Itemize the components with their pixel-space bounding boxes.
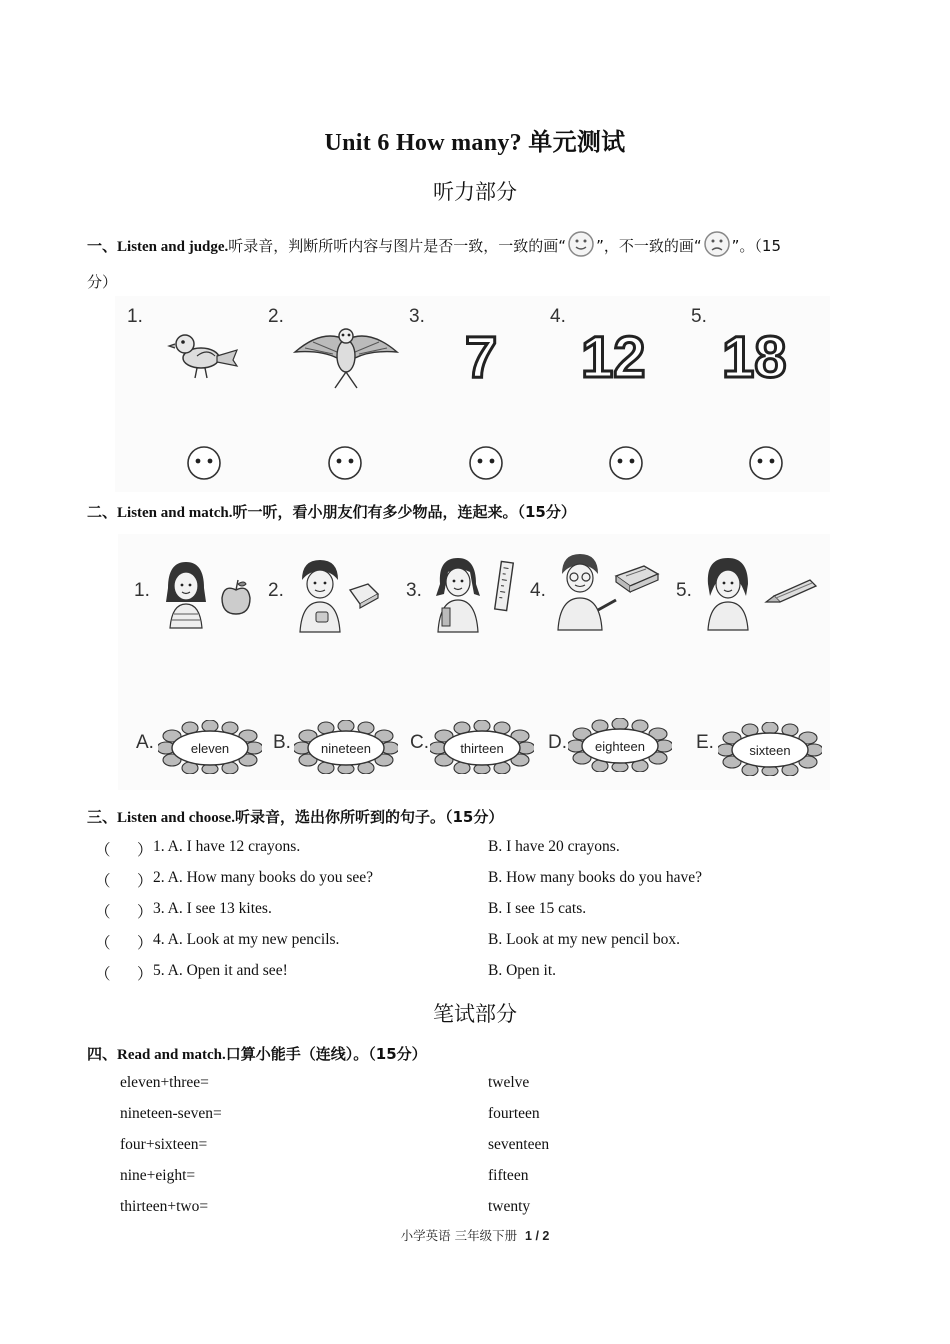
match-row (120, 1105, 820, 1131)
item-label: 2. (268, 306, 284, 327)
apple-icon (218, 578, 254, 618)
answer-face-icon[interactable] (467, 444, 505, 482)
page-number: 1 / 2 (525, 1229, 550, 1243)
smiley-face-icon (567, 230, 595, 263)
option-a: 2. A. How many books do you see? (153, 869, 373, 886)
book-icon (612, 560, 662, 594)
choice-row: （ ） 2. A. How many books do you see? B. How many books do you have? (95, 869, 702, 890)
answer-paren-open[interactable]: （ (95, 966, 111, 983)
pencil-icon (764, 576, 820, 604)
math-expression[interactable]: nineteen-seven= (120, 1105, 222, 1122)
option-b: B. Look at my new pencil box. (488, 931, 680, 948)
section4-heading: 四、Read and match.口算小能手（连线）。（15分） (87, 1045, 427, 1063)
math-expression[interactable]: thirteen+two= (120, 1198, 209, 1215)
listening-part-title: 听力部分 (433, 180, 517, 204)
section1-heading (87, 230, 877, 263)
option-b: B. I see 15 cats. (488, 900, 587, 917)
answer-word[interactable]: twelve (488, 1074, 530, 1091)
answer-face-icon[interactable] (747, 444, 785, 482)
choice-row: （ ） 3. A. I see 13 kites. B. I see 15 cats. (95, 900, 587, 921)
flower-nineteen[interactable] (294, 720, 398, 774)
flower-eleven[interactable] (158, 720, 262, 774)
answer-word[interactable]: seventeen (488, 1136, 550, 1153)
answer-paren-open[interactable]: （ (95, 904, 111, 921)
flower-word: nineteen (321, 741, 371, 756)
section2-picture-panel (118, 534, 830, 790)
choice-row: （ ） 4. A. Look at my new pencils. B. Look at my new pencil box. (95, 931, 680, 952)
math-expression[interactable]: four+sixteen= (120, 1136, 208, 1153)
match-row (120, 1136, 820, 1162)
section1-number: 一、 (87, 237, 118, 255)
kite-icon (293, 322, 399, 390)
answer-face-icon[interactable] (326, 444, 364, 482)
section1-score-tail: 分） (87, 273, 118, 291)
section2-heading: 二、Listen and match.听一听，看小朋友们有多少物品，连起来。（15分） (87, 503, 576, 521)
section1-cn-b: ”，不一致的画“ (596, 237, 702, 255)
section1-en: Listen and judge. (117, 239, 229, 255)
girl-with-bag-icon (430, 554, 488, 634)
section1-cn-c: ”。（15 (731, 237, 781, 255)
answer-word[interactable]: fifteen (488, 1167, 529, 1184)
option-a: 5. A. Open it and see! (153, 962, 288, 979)
flower-option-label: A. (136, 732, 154, 753)
kid-label: 4. (530, 580, 546, 601)
flower-sixteen[interactable] (718, 722, 822, 776)
flower-word: sixteen (749, 743, 791, 758)
kid-label: 3. (406, 580, 422, 601)
match-row (120, 1167, 820, 1193)
answer-paren-open[interactable]: （ (95, 873, 111, 890)
flower-option-label: D. (548, 732, 567, 753)
math-expression[interactable]: eleven+three= (120, 1074, 209, 1091)
number-eighteen: 18 (722, 325, 787, 390)
boy-icon (290, 558, 352, 634)
flower-eighteen[interactable] (568, 718, 672, 772)
section1-picture-panel (115, 296, 830, 492)
choice-row: （ ） 1. A. I have 12 crayons. B. I have 20 crayons. (95, 838, 620, 859)
flower-word: eighteen (595, 739, 645, 754)
eraser-icon (346, 580, 382, 610)
math-expression[interactable]: nine+eight= (120, 1167, 196, 1184)
section1-cn-a: 听录音，判断所听内容与图片是否一致，一致的画“ (228, 237, 567, 255)
flower-option-label: E. (696, 732, 714, 753)
option-a: 1. A. I have 12 crayons. (153, 838, 301, 855)
item-label: 4. (550, 306, 566, 327)
kid-label: 2. (268, 580, 284, 601)
match-row (120, 1074, 820, 1100)
option-b: B. How many books do you have? (488, 869, 702, 886)
flower-word: thirteen (460, 741, 504, 756)
writing-part-title: 笔试部分 (433, 1002, 517, 1026)
answer-paren-open[interactable]: （ (95, 842, 111, 859)
page-title: Unit 6 How many? 单元测试 (324, 130, 626, 156)
answer-word[interactable]: fourteen (488, 1105, 540, 1122)
bird-icon (167, 326, 239, 382)
number-twelve: 12 (581, 325, 646, 390)
answer-face-icon[interactable] (607, 444, 645, 482)
choice-row: （ ） 5. A. Open it and see! B. Open it. (95, 962, 557, 983)
sad-face-icon (703, 230, 731, 263)
flower-thirteen[interactable] (430, 720, 534, 774)
item-label: 1. (127, 306, 143, 327)
match-row (120, 1198, 820, 1224)
kid-label: 1. (134, 580, 150, 601)
girl-with-bun-icon (698, 554, 760, 632)
kid-label: 5. (676, 580, 692, 601)
section3-heading: 三、Listen and choose.听录音，选出你所听到的句子。（15分） (87, 808, 504, 826)
answer-face-icon[interactable] (185, 444, 223, 482)
footer-text: 小学英语 三年级下册 (400, 1228, 518, 1243)
page-footer (0, 1226, 950, 1244)
item-label: 5. (691, 306, 707, 327)
flower-option-label: B. (273, 732, 291, 753)
option-a: 4. A. Look at my new pencils. (153, 931, 340, 948)
flower-word: eleven (190, 741, 230, 756)
option-a: 3. A. I see 13 kites. (153, 900, 272, 917)
ruler-icon (492, 560, 516, 612)
flower-option-label: C. (410, 732, 429, 753)
answer-paren-open[interactable]: （ (95, 935, 111, 952)
option-b: B. Open it. (488, 962, 557, 979)
option-b: B. I have 20 crayons. (488, 838, 620, 855)
answer-word[interactable]: twenty (488, 1198, 531, 1215)
item-label: 3. (409, 306, 425, 327)
number-seven: 7 (465, 325, 498, 390)
boy-with-glasses-icon (550, 552, 620, 632)
